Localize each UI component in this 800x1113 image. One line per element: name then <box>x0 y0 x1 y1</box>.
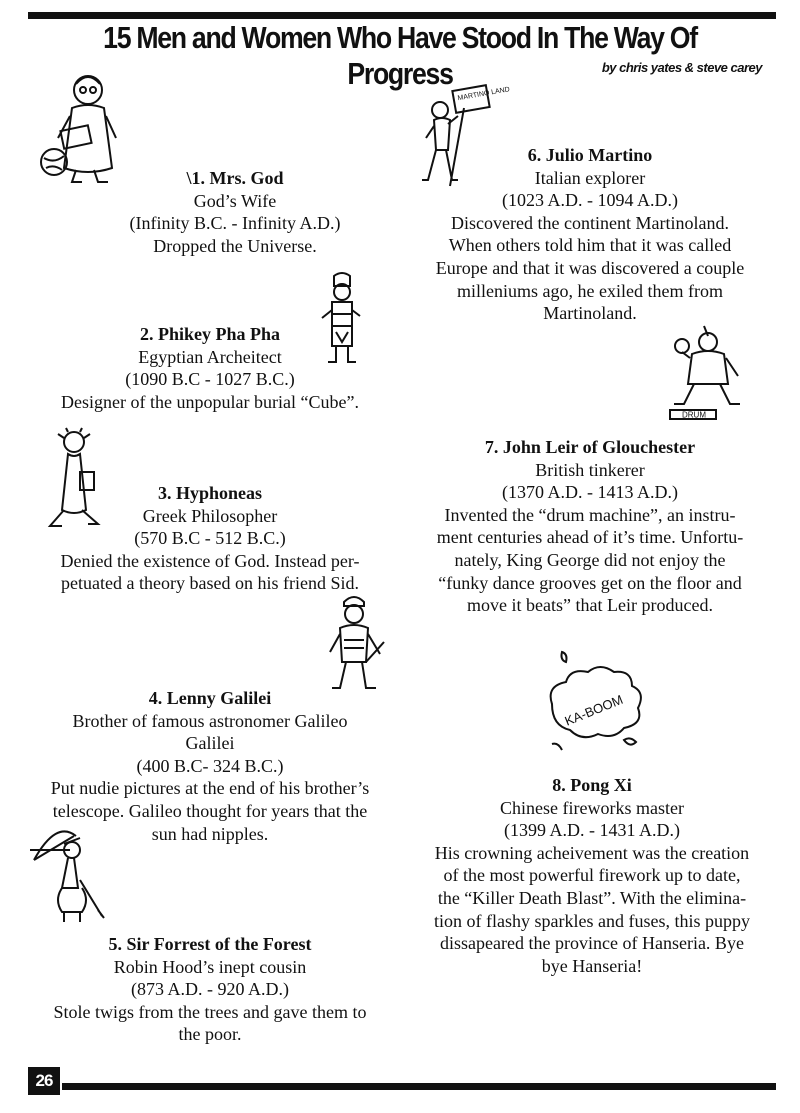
entry-8-line: His crowning acheivement was the creation <box>434 842 750 863</box>
entry-8 <box>410 774 774 977</box>
entry-8-name: 8. Pong Xi <box>552 775 632 795</box>
entry-6-line: Discovered the continent Martinoland. <box>451 212 729 233</box>
martino-flag-text: MARTINO LAND <box>457 86 511 103</box>
entry-2-line: Designer of the unpopular burial “Cube”. <box>61 391 359 412</box>
entry-7-line: nately, King George did not enjoy the <box>454 549 726 570</box>
entry-4-line: sun had nipples. <box>151 823 269 844</box>
entry-6-line: Italian explorer <box>534 167 646 188</box>
kaboom-text: KA-BOOM <box>562 691 626 729</box>
entry-5-line: Stole twigs from the trees and gave them to <box>53 1001 367 1022</box>
entry-3-name: 3. Hyphoneas <box>157 483 263 503</box>
entry-8-line: tion of flashy sparkles and fuses, this puppy <box>434 910 750 931</box>
entry-2 <box>30 323 390 413</box>
entry-7-line: ment centuries ahead of it’s time. Unfortu- <box>436 527 744 548</box>
entry-6-name: 6. Julio Martino <box>527 145 653 165</box>
entry-3-line: petuated a theory based on his friend Sid. <box>61 573 359 594</box>
top-rule <box>28 12 776 19</box>
entry-4-line: (400 B.C- 324 B.C.) <box>136 755 284 776</box>
entry-7 <box>410 436 770 617</box>
entry-5-line: (873 A.D. - 920 A.D.) <box>131 979 289 1000</box>
entry-8-line: dissapeared the province of Hanseria. Bye <box>440 933 744 954</box>
entry-3 <box>30 482 390 595</box>
entry-8-line: (1399 A.D. - 1431 A.D.) <box>504 820 680 841</box>
entry-4-line: Galilei <box>185 733 235 754</box>
entry-1-line: God’s Wife <box>193 190 277 211</box>
entry-4-line: telescope. Galileo thought for years that the <box>52 800 368 821</box>
entry-7-line: British tinkerer <box>535 459 645 480</box>
entry-6-line: Europe and that it was discovered a couple <box>435 257 745 278</box>
entry-8-line: bye Hanseria! <box>541 955 643 976</box>
entry-6-line: When others told him that it was called <box>448 235 732 256</box>
entry-5 <box>30 933 390 1046</box>
john-leir-illustration <box>660 322 756 422</box>
lenny-illustration <box>322 592 388 702</box>
drum-label-text: DRUM <box>682 410 706 420</box>
entry-3-line: Greek Philosopher <box>142 505 278 526</box>
kaboom-illustration <box>540 648 650 756</box>
entry-3-line: (570 B.C - 512 B.C.) <box>134 528 286 549</box>
entry-4-name: 4. Lenny Galilei <box>148 688 272 708</box>
entry-4-line: Put nudie pictures at the end of his brother’s <box>50 778 370 799</box>
entry-7-line: “funky dance grooves get on the floor and <box>438 572 742 593</box>
page-number: 26 <box>28 1067 60 1095</box>
entry-3-line: Denied the existence of God. Instead per- <box>60 550 360 571</box>
entry-8-line: Chinese fireworks master <box>500 797 684 818</box>
entry-2-name: 2. Phikey Pha Pha <box>139 324 281 344</box>
entry-7-name: 7. John Leir of Glouchester <box>484 437 696 457</box>
entry-8-line: the “Killer Death Blast”. With the elimina- <box>437 887 747 908</box>
entry-4-line: Brother of famous astronomer Galileo <box>72 710 348 731</box>
byline: by chris yates & steve carey <box>601 60 762 75</box>
entry-7-line: Invented the “drum machine”, an instru- <box>444 504 736 525</box>
entry-7-line: move it beats” that Leir produced. <box>467 595 713 616</box>
entry-1-line: Dropped the Universe. <box>153 235 317 256</box>
entry-6-line: (1023 A.D. - 1094 A.D.) <box>502 190 678 211</box>
entry-5-line: the poor. <box>178 1024 242 1045</box>
entry-7-line: (1370 A.D. - 1413 A.D.) <box>502 482 678 503</box>
sir-forrest-illustration <box>24 820 108 930</box>
page-title: 15 Men and Women Who Have Stood In The Way Of Progress <box>103 20 697 91</box>
entry-1-line: (Infinity B.C. - Infinity A.D.) <box>129 213 341 234</box>
entry-8-line: of the most powerful firework up to date, <box>443 865 741 886</box>
entry-1-name: \1. Mrs. God <box>186 168 284 188</box>
entry-2-line: Egyptian Archeitect <box>138 346 282 367</box>
entry-6-line: milleniums ago, he exiled them from <box>457 280 723 301</box>
bottom-rule <box>62 1083 776 1090</box>
entry-1 <box>50 167 420 257</box>
entry-5-line: Robin Hood’s inept cousin <box>113 956 307 977</box>
entry-5-name: 5. Sir Forrest of the Forest <box>108 934 312 954</box>
entry-2-line: (1090 B.C - 1027 B.C.) <box>125 369 295 390</box>
entry-6-line: Martinoland. <box>543 303 637 324</box>
entry-6 <box>410 144 770 325</box>
